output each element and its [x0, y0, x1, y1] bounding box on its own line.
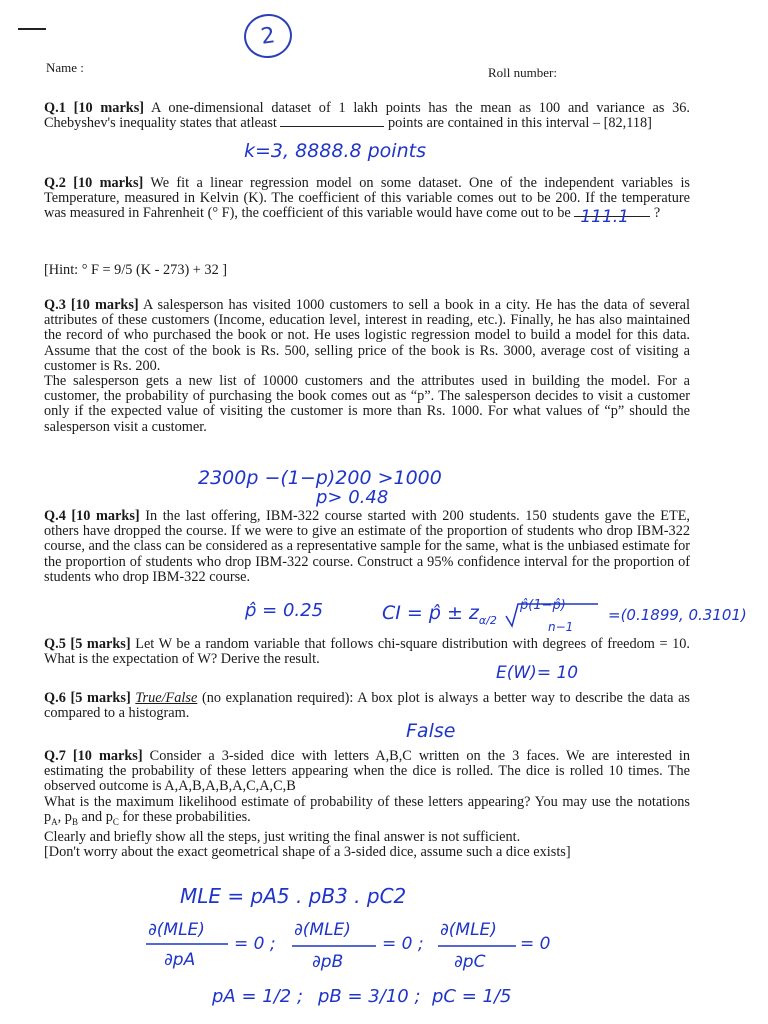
q4-ci-lhs: CI = p̂ ± z — [382, 602, 479, 624]
q2-number: Q.2 [10 marks] — [44, 175, 144, 191]
q3-number: Q.3 [10 marks] — [44, 297, 139, 313]
q7-deriv-c-num: ∂(MLE) — [440, 920, 497, 940]
q7-sub-a: A — [51, 816, 58, 827]
q3-text-2: The salesperson gets a new list of 10000 customers and the attributes used in building the model. For a customer, the probability of purchasing the book comes out as “p”. The salesperson decides to visit a customer only if the expected value of visiting the customer is more than Rs. 1000. For what values of “p” should the salesperson visit a customer. — [44, 373, 690, 435]
q4-number: Q.4 [10 marks] — [44, 508, 140, 524]
q4-ci-result: =(0.1899, 0.3101) — [608, 606, 747, 624]
page-number-circle — [241, 11, 295, 61]
q7-deriv-c-den: ∂pC — [454, 952, 486, 972]
q6-true-false: True/False — [135, 690, 198, 706]
q4-handwritten-p-hat: p̂ = 0.25 — [245, 600, 324, 621]
q1-number: Q.1 [10 marks] — [44, 100, 145, 116]
q1-handwritten-answer: k=3, 8888.8 points — [244, 140, 426, 162]
q7-deriv-a-den: ∂pA — [164, 950, 196, 970]
q7-comma: , p — [57, 808, 72, 825]
q7-sub-c: C — [112, 816, 119, 827]
q7-deriv-b-eq: = 0 ; — [382, 934, 424, 954]
q2-handwritten-answer: 111.1 — [580, 207, 629, 228]
question-5 — [44, 637, 690, 667]
q4-handwritten-ci — [382, 602, 497, 627]
q7-deriv-a-eq: = 0 ; — [234, 934, 276, 954]
question-4 — [44, 509, 690, 585]
q3-handwritten-answer-1: 2300p −(1−p)200 >1000 — [198, 467, 442, 489]
question-6 — [44, 691, 690, 721]
question-3 — [44, 298, 690, 435]
q4-text: In the last offering, IBM-322 course started with 200 students. 150 students gave the ETE, others have dropped the course. If we were to give an estimate of the proportion of students who drop IBM-322 course, and the class can be considered as a representative sample for the same, what is the unbiased estimate for the proportion of students who drop IBM-322 course. Construct a 95% confidence interval for the proportion of students who drop IBM-322 course. — [44, 508, 691, 585]
q7-deriv-a-num: ∂(MLE) — [148, 920, 205, 940]
q7-text-2: What is the maximum likelihood estimate of probability of these letters appearing? You may use the notations p — [44, 793, 690, 825]
question-2 — [44, 175, 690, 228]
q7-deriv-b-num: ∂(MLE) — [294, 920, 351, 940]
q1-text-a: A one-dimensional dataset of 1 lakh points has the mean as 100 and variance as 36. Chebyshev's inequality states that atleast — [44, 100, 691, 132]
q2-hint: [Hint: ° F = 9/5 (K - 273) + 32 ] — [44, 262, 228, 278]
page-number: 2 — [259, 22, 277, 50]
q7-result-a: pA = 1/2 ; — [212, 986, 304, 1007]
q7-deriv-c-eq: = 0 — [520, 934, 551, 954]
q7-sub-b: B — [71, 816, 78, 827]
q1-text-b: points are contained in this interval – [82,118] — [388, 115, 652, 132]
q1-answer-blank — [280, 126, 384, 127]
q7-deriv-b-den: ∂pB — [312, 952, 344, 972]
corner-dash — [18, 28, 46, 30]
name-label: Name : — [46, 60, 84, 75]
question-7 — [44, 749, 690, 860]
q2-text-a: We fit a linear regression model on some dataset. One of the independent variables is Temperature, measured in Kelvin (K). The coefficient of this variable comes out to be 200. If the temperature was measured in Fahrenheit (° F), the coefficient of this variable would have come out to be — [44, 175, 690, 222]
q7-and: and p — [77, 808, 113, 825]
q7-text-2-end: for these probabilities. — [118, 808, 251, 825]
q5-handwritten-answer: E(W)= 10 — [496, 663, 579, 683]
q7-text-1: Consider a 3-sided dice with letters A,B,C written on the 3 faces. We are interested in estimating the probability of these letters appearing when the dice is rolled. The dice is rolled 10 times. The observed outcome is A,A,B,A,B,A,C,A,C,B — [44, 748, 690, 795]
q4-ci-numerator: p̂(1−p̂) — [520, 598, 566, 613]
q6-text: (no explanation required): A box plot is always a better way to describe the data as compared to a histogram. — [44, 690, 690, 722]
q7-text-3: Clearly and briefly show all the steps, just writing the final answer is not sufficient. — [44, 828, 521, 845]
q7-result-b: pB = 3/10 ; — [318, 986, 421, 1007]
question-1 — [44, 101, 690, 131]
q7-number: Q.7 [10 marks] — [44, 748, 143, 764]
q6-number: Q.6 [5 marks] — [44, 690, 131, 706]
q6-handwritten-answer: False — [406, 720, 456, 742]
q5-text: Let W be a random variable that follows chi-square distribution with degrees of freedom = 10. What is the expectation of W? Derive the result. — [44, 636, 690, 668]
q4-ci-denominator: n−1 — [548, 620, 574, 634]
q4-ci-sub: α/2 — [478, 613, 497, 627]
roll-number-label: Roll number: — [488, 65, 557, 80]
q2-answer-blank — [574, 207, 650, 228]
q7-text-4: [Don't worry about the exact geometrical shape of a 3-sided dice, assume such a dice exists] — [44, 844, 571, 861]
q3-text: A salesperson has visited 1000 customers to sell a book in a city. He has the data of several attributes of these customers (Income, education level, interest in reading, etc.). Finally, he has also maintained the record of who purchased the book or not. He uses logistic regression model to build a model for this data. Assume that the cost of the book is Rs. 500, selling price of the book is Rs. 3000, average cost of visiting a customer is Rs. 200. — [44, 297, 690, 374]
q3-handwritten-answer-2: p> 0.48 — [316, 487, 389, 508]
q7-handwritten-mle: MLE = pA5 . pB3 . pC2 — [180, 884, 407, 908]
q7-result-c: pC = 1/5 — [432, 986, 512, 1007]
q2-text-b: ? — [653, 205, 661, 222]
q5-number: Q.5 [5 marks] — [44, 636, 131, 652]
